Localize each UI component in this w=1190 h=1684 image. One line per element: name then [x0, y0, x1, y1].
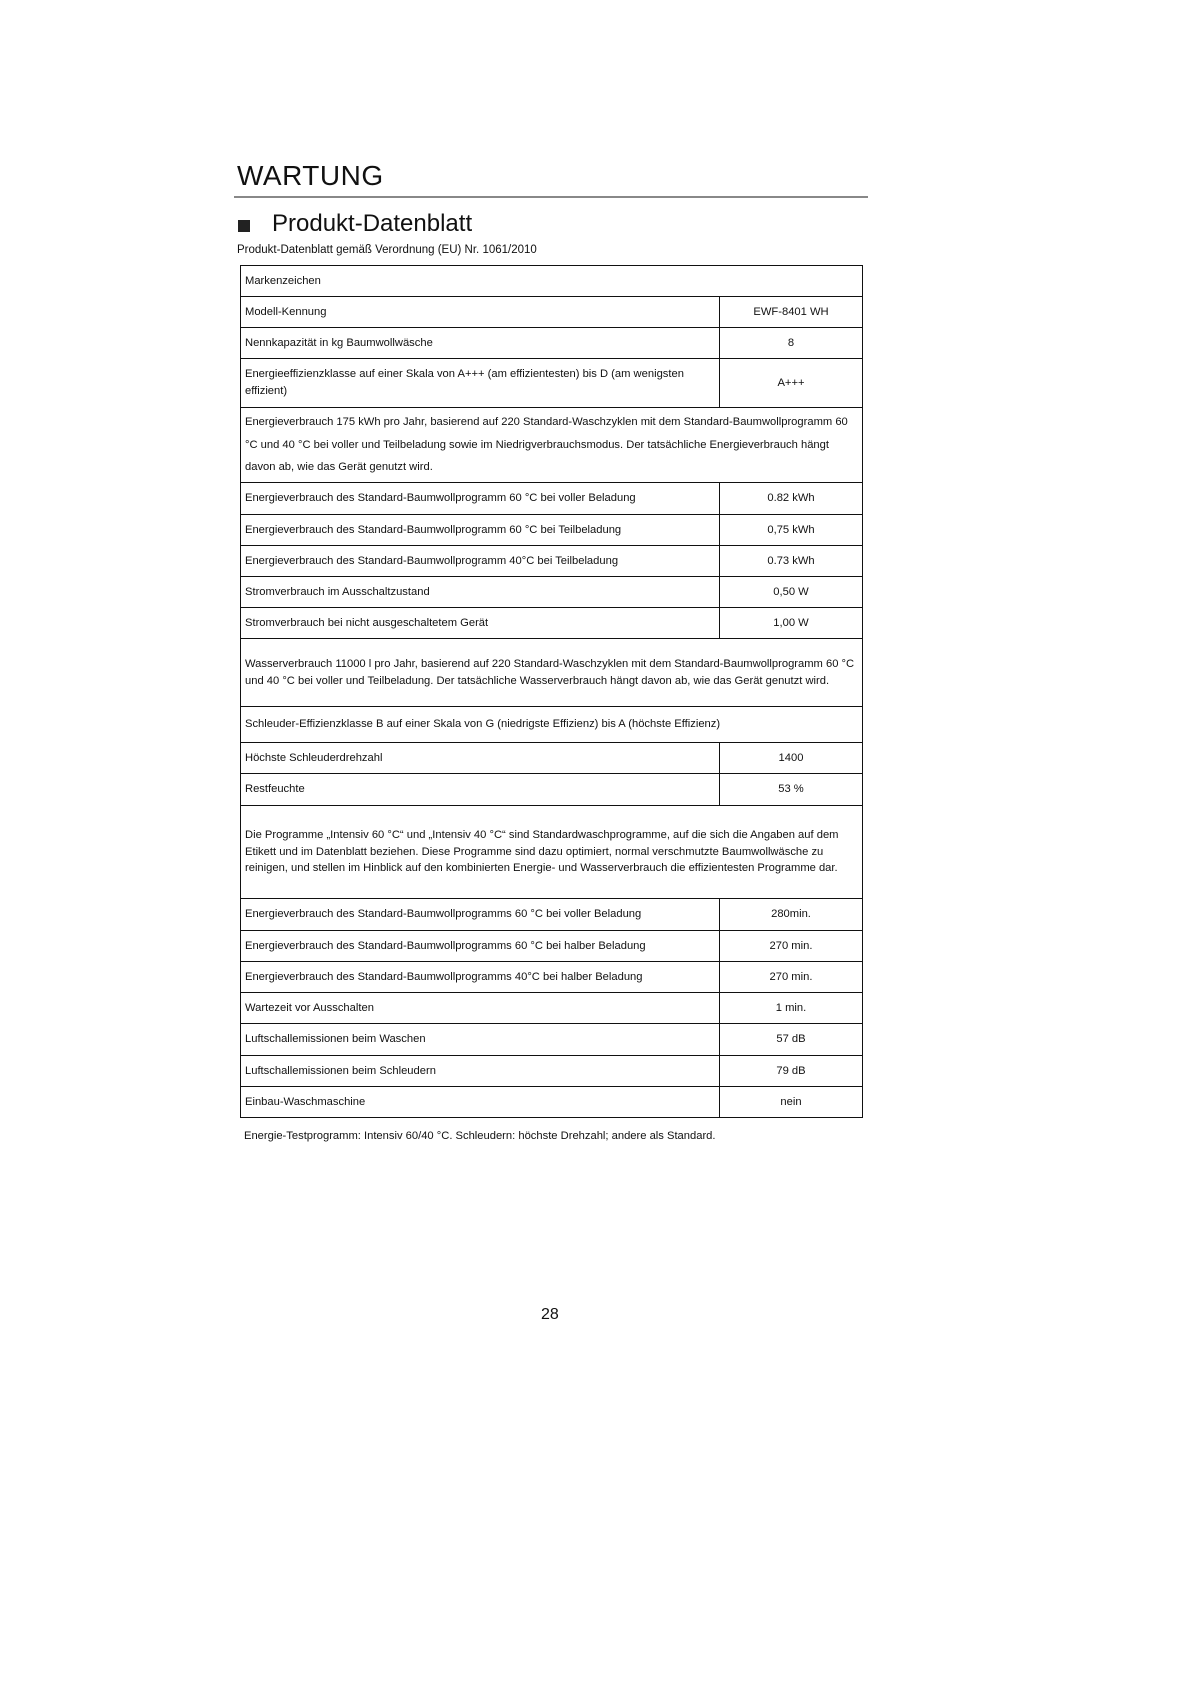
row-label: Wasserverbrauch 11000 l pro Jahr, basierend auf 220 Standard-Waschzyklen mit dem Standard-Baumwollprogramm 60 °C und 40 °C bei voller und Teilbeladung. Der tatsächliche Wasserverbrauch hängt davon ab, wie das Gerät genutzt wird.	[241, 639, 863, 707]
table-row	[241, 546, 863, 577]
table-row	[241, 993, 863, 1024]
section-heading: WARTUNG	[237, 160, 384, 191]
row-label: Luftschallemissionen beim Schleudern	[241, 1056, 720, 1087]
page-title	[238, 210, 472, 238]
table-row	[241, 577, 863, 608]
row-label: Modell-Kennung	[241, 297, 720, 328]
row-value: 79 dB	[720, 1056, 863, 1087]
row-label: Energieeffizienzklasse auf einer Skala von A+++ (am effizientesten) bis D (am wenigsten effizient)	[241, 359, 720, 408]
row-label: Höchste Schleuderdrehzahl	[241, 743, 720, 774]
row-value: 1,00 W	[720, 608, 863, 639]
page-number: 28	[541, 1306, 559, 1323]
row-value: 1 min.	[720, 993, 863, 1024]
row-label: Wartezeit vor Ausschalten	[241, 993, 720, 1024]
row-label: Nennkapazität in kg Baumwollwäsche	[241, 328, 720, 359]
table-row	[241, 359, 863, 408]
row-label: Energieverbrauch des Standard-Baumwollprogramms 60 °C bei halber Beladung	[241, 931, 720, 962]
table-row	[241, 408, 863, 483]
row-label: Energieverbrauch des Standard-Baumwollprogramm 60 °C bei voller Beladung	[241, 483, 720, 515]
row-value: 270 min.	[720, 962, 863, 993]
row-value: A+++	[720, 359, 863, 408]
row-value: 1400	[720, 743, 863, 774]
table-row	[241, 328, 863, 359]
table-row	[241, 899, 863, 931]
row-label: Stromverbrauch im Ausschaltzustand	[241, 577, 720, 608]
table-row	[241, 266, 863, 297]
product-datasheet-table	[240, 265, 863, 1118]
heading-rule	[234, 196, 868, 198]
row-value: 270 min.	[720, 931, 863, 962]
row-value: 0,50 W	[720, 577, 863, 608]
row-value: 0.73 kWh	[720, 546, 863, 577]
table-row	[241, 962, 863, 993]
row-label: Stromverbrauch bei nicht ausgeschaltetem Gerät	[241, 608, 720, 639]
row-value: nein	[720, 1087, 863, 1118]
table-row	[241, 1024, 863, 1056]
row-label: Energieverbrauch des Standard-Baumwollprogramm 60 °C bei Teilbeladung	[241, 515, 720, 546]
table-row	[241, 608, 863, 639]
table-row	[241, 806, 863, 899]
table-row	[241, 483, 863, 515]
row-value: 57 dB	[720, 1024, 863, 1056]
table-row	[241, 707, 863, 743]
row-label: Markenzeichen	[241, 266, 863, 297]
table-row	[241, 639, 863, 707]
row-label: Luftschallemissionen beim Waschen	[241, 1024, 720, 1056]
table-row	[241, 743, 863, 774]
row-value: 0.82 kWh	[720, 483, 863, 515]
row-label: Restfeuchte	[241, 774, 720, 806]
footnote: Energie-Testprogramm: Intensiv 60/40 °C. Schleudern: höchste Drehzahl; andere als Standard.	[244, 1130, 716, 1142]
row-value: 280min.	[720, 899, 863, 931]
row-label: Energieverbrauch des Standard-Baumwollprogramms 40°C bei halber Beladung	[241, 962, 720, 993]
table-row	[241, 297, 863, 328]
subtitle: Produkt-Datenblatt gemäß Verordnung (EU) Nr. 1061/2010	[237, 244, 537, 256]
row-label: Energieverbrauch des Standard-Baumwollprogramms 60 °C bei voller Beladung	[241, 899, 720, 931]
row-label: Die Programme „Intensiv 60 °C“ und „Intensiv 40 °C“ sind Standardwaschprogramme, auf die sich die Angaben auf dem Etikett und im Datenblatt beziehen. Diese Programme sind dazu optimiert, normal verschmutzte Baumwollwäsche zu reinigen, und stellen im Hinblick auf den kombinierten Energie- und Wasserverbrauch die effizientesten Programme dar.	[241, 806, 863, 899]
table-row	[241, 774, 863, 806]
square-bullet-icon	[238, 220, 250, 232]
table-row	[241, 1087, 863, 1118]
row-value: EWF-8401 WH	[720, 297, 863, 328]
row-label: Energieverbrauch des Standard-Baumwollprogramm 40°C bei Teilbeladung	[241, 546, 720, 577]
row-value: 53 %	[720, 774, 863, 806]
table-row	[241, 1056, 863, 1087]
row-label: Einbau-Waschmaschine	[241, 1087, 720, 1118]
table-row	[241, 515, 863, 546]
row-label: Schleuder-Effizienzklasse B auf einer Skala von G (niedrigste Effizienz) bis A (höchste Effizienz)	[241, 707, 863, 743]
row-value: 0,75 kWh	[720, 515, 863, 546]
row-value: 8	[720, 328, 863, 359]
row-label: Energieverbrauch 175 kWh pro Jahr, basierend auf 220 Standard-Waschzyklen mit dem Standard-Baumwollprogramm 60 °C und 40 °C bei voller und Teilbeladung sowie im Niedrigverbrauchsmodus. Der tatsächliche Energieverbrauch hängt davon ab, wie das Gerät genutzt wird.	[241, 408, 863, 483]
page-title-text: Produkt-Datenblatt	[272, 210, 473, 237]
table-row	[241, 931, 863, 962]
